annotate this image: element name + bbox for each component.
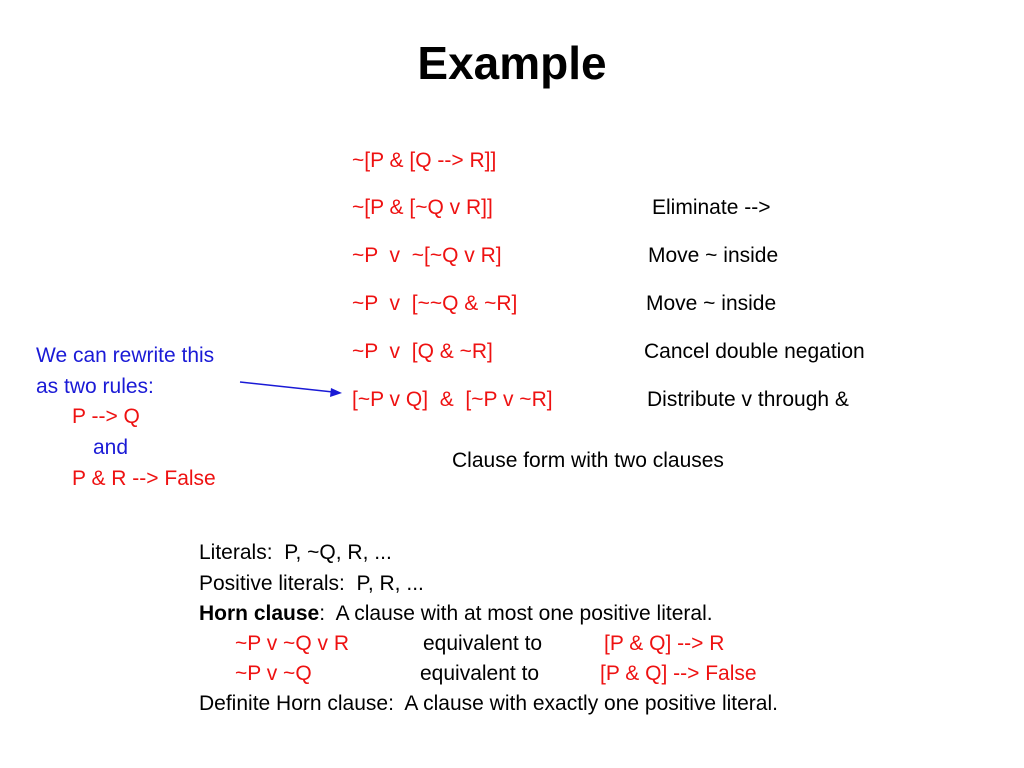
step-note-4: Move ~ inside — [646, 292, 777, 315]
example-2-equiv: equivalent to — [420, 662, 540, 685]
horn-clause-definition: : A clause with at most one positive literal. — [319, 602, 713, 625]
step-formula-5: ~P v [Q & ~R] — [352, 340, 493, 363]
example-2-clause: ~P v ~Q — [235, 662, 312, 685]
step-formula-1: ~[P & [Q --> R]] — [352, 149, 497, 172]
clause-form-caption: Clause form with two clauses — [452, 449, 724, 472]
slide-title: Example — [417, 37, 607, 89]
example-1-rule: [P & Q] --> R — [604, 632, 725, 655]
example-2-rule: [P & Q] --> False — [600, 662, 757, 685]
definite-horn-line: Definite Horn clause: A clause with exactly one positive literal. — [199, 692, 778, 715]
step-formula-3: ~P v ~[~Q v R] — [352, 244, 502, 267]
step-note-6: Distribute v through & — [647, 388, 849, 411]
step-formula-4: ~P v [~~Q & ~R] — [352, 292, 518, 315]
example-1-equiv: equivalent to — [423, 632, 543, 655]
step-note-2: Eliminate --> — [652, 196, 771, 219]
side-note-and: and — [93, 436, 129, 459]
step-formula-6: [~P v Q] & [~P v ~R] — [352, 388, 553, 411]
horn-clause-label: Horn clause — [199, 602, 320, 625]
side-note-rule-2: P & R --> False — [72, 467, 216, 490]
positive-literals-line: Positive literals: P, R, ... — [199, 572, 424, 595]
side-note-line-2: as two rules: — [36, 375, 154, 398]
side-note-rule-1: P --> Q — [72, 405, 140, 428]
step-note-3: Move ~ inside — [648, 244, 779, 267]
horn-clause-line — [199, 603, 713, 624]
example-1-clause: ~P v ~Q v R — [235, 632, 349, 655]
step-formula-2: ~[P & [~Q v R]] — [352, 196, 493, 219]
step-note-5: Cancel double negation — [644, 340, 865, 363]
side-note-line-1: We can rewrite this — [36, 344, 215, 367]
arrow-head — [330, 388, 342, 397]
literals-line: Literals: P, ~Q, R, ... — [199, 541, 392, 564]
arrow-shaft — [240, 382, 333, 392]
